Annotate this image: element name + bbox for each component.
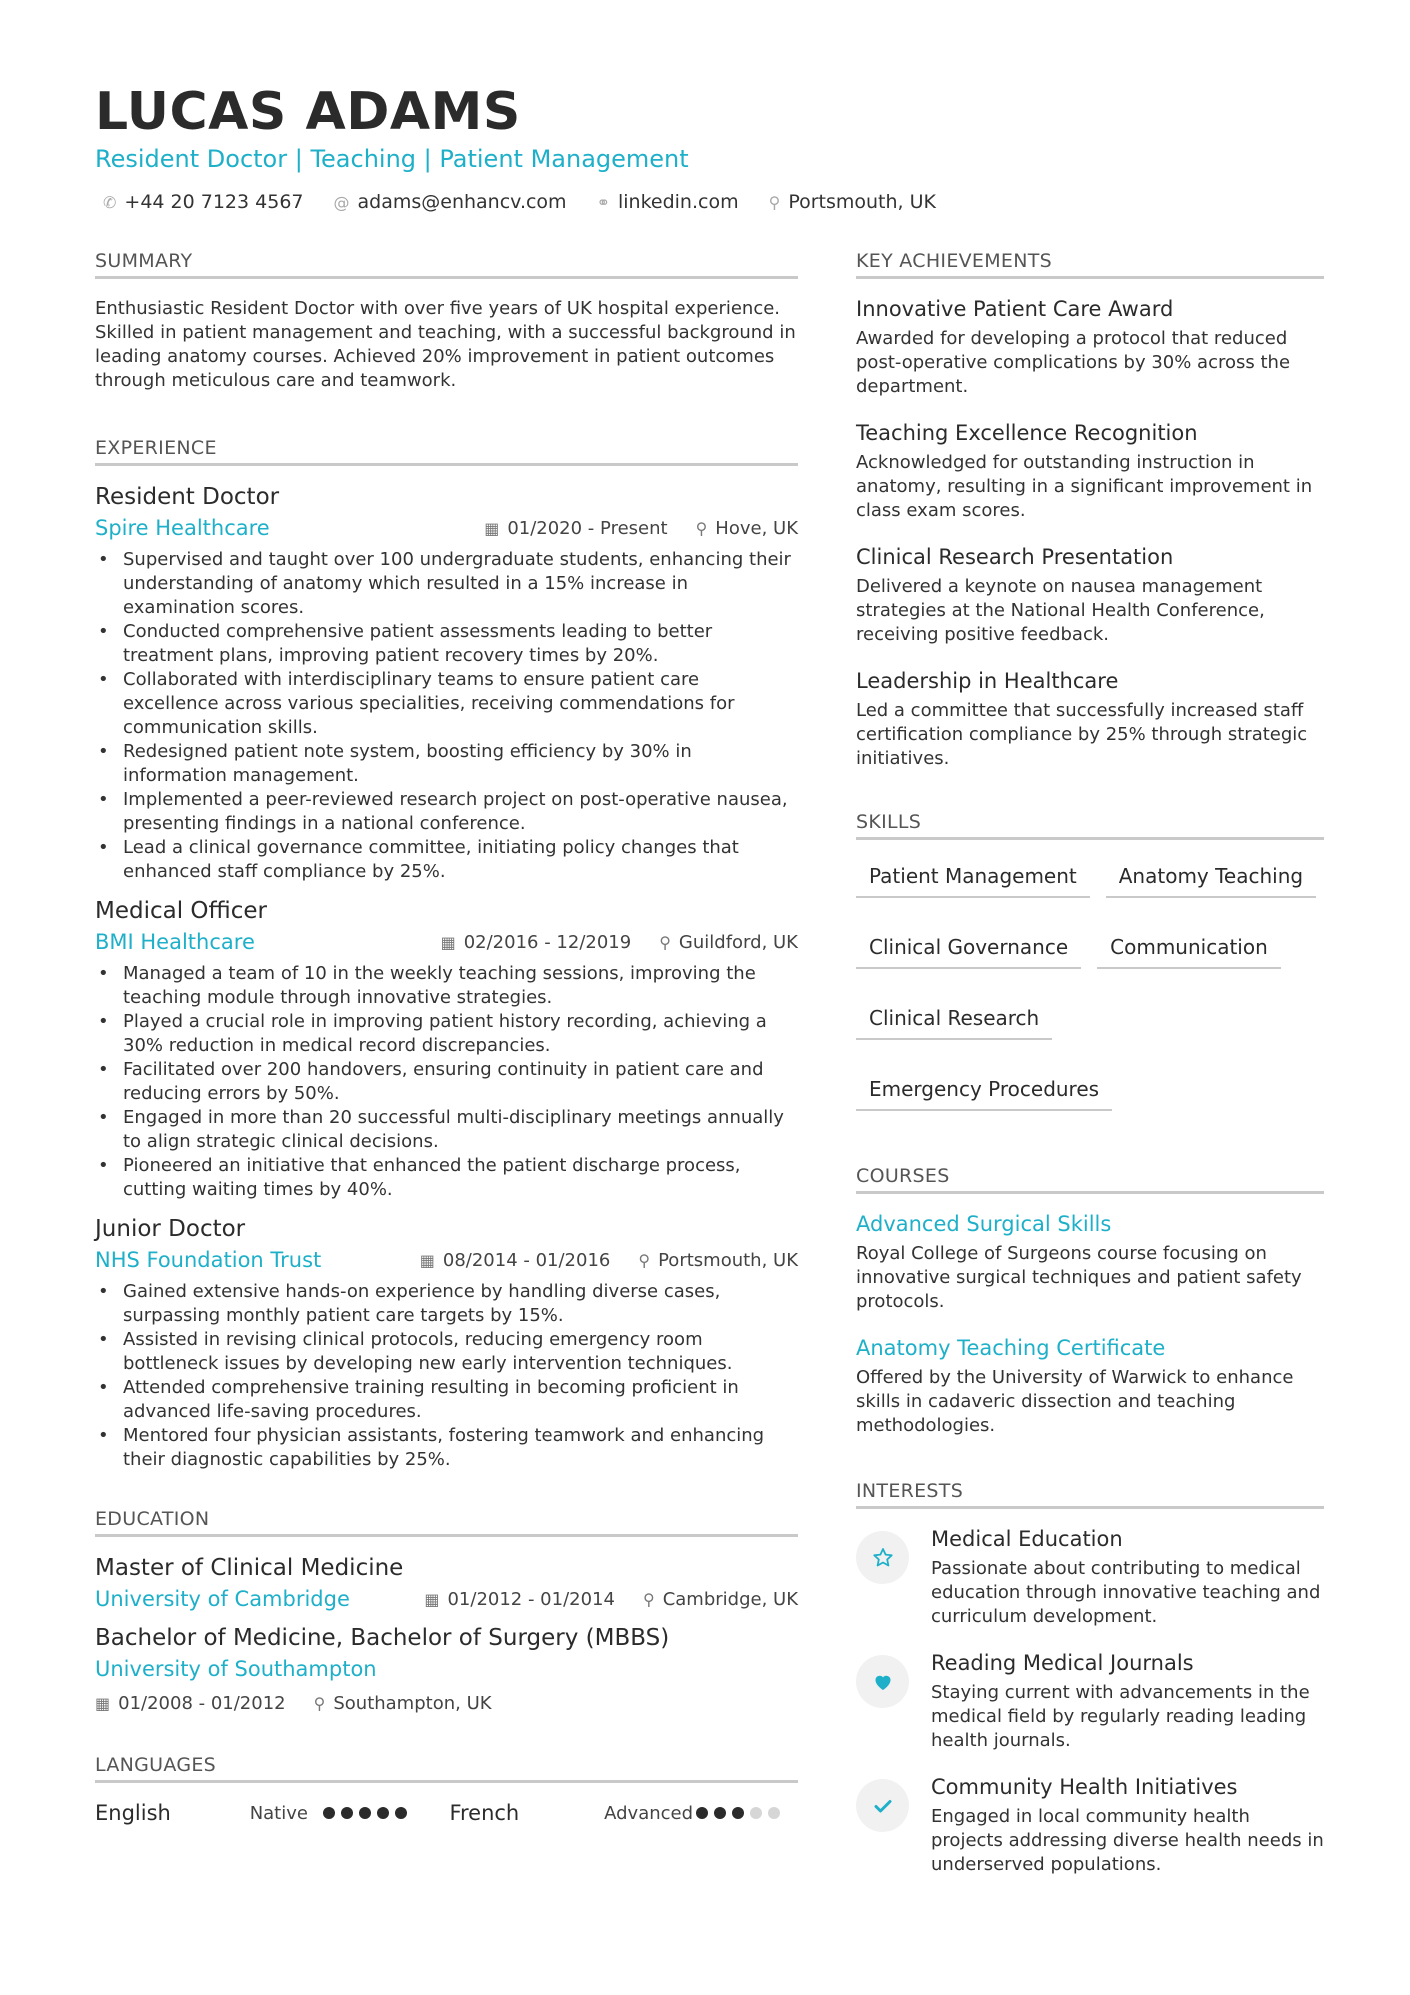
course-title: Anatomy Teaching Certificate xyxy=(856,1336,1166,1360)
interest-text: Passionate about contributing to medical education through innovative teaching and curriculum development. xyxy=(931,1558,1321,1627)
heart-icon xyxy=(856,1655,909,1708)
language-level: Advanced xyxy=(604,1802,694,1824)
location-icon: ⚲ xyxy=(638,1250,651,1270)
bullet-item: • Lead a clinical governance committee, initiating policy changes that enhanced staff compliance by 25%. xyxy=(95,836,798,884)
rating-dot xyxy=(714,1807,726,1819)
education-dates xyxy=(424,1589,615,1610)
rating-dot xyxy=(323,1807,335,1819)
section-title: INTERESTS xyxy=(856,1480,1324,1509)
section-title: SKILLS xyxy=(856,811,1324,840)
bullet-item: • Mentored four physician assistants, fostering teamwork and enhancing their diagnostic capabilities by 25%. xyxy=(95,1424,798,1472)
candidate-tagline: Resident Doctor | Teaching | Patient Management xyxy=(95,145,689,173)
skill-tag: Patient Management xyxy=(856,858,1090,898)
interests-list xyxy=(856,1527,1324,1877)
job-meta xyxy=(441,932,798,953)
calendar-icon: ▦ xyxy=(440,932,456,952)
job-title: Resident Doctor xyxy=(95,484,280,510)
right-column xyxy=(856,250,1324,1921)
language-name: English xyxy=(95,1801,171,1825)
section-title: EXPERIENCE xyxy=(95,437,798,466)
section-title: SUMMARY xyxy=(95,250,798,279)
interest-item xyxy=(856,1527,1324,1629)
contact-text: Portsmouth, UK xyxy=(788,191,936,213)
interest-body xyxy=(931,1527,1324,1629)
education-meta xyxy=(424,1589,798,1610)
interest-item xyxy=(856,1775,1324,1877)
achievement-text: Awarded for developing a protocol that reduced post-operative complications by 30% across the department. xyxy=(856,328,1291,397)
course-item xyxy=(856,1212,1324,1314)
location-text: Cambridge, UK xyxy=(662,1588,798,1610)
course-text: Offered by the University of Warwick to enhance skills in cadaveric dissection and teaching methodologies. xyxy=(856,1367,1294,1436)
education-section xyxy=(95,1508,798,1714)
candidate-name: LUCAS ADAMS xyxy=(95,82,521,142)
job-meta-row xyxy=(95,930,798,954)
education-item xyxy=(95,1555,798,1611)
rating-dot xyxy=(732,1807,744,1819)
degree-title: Master of Clinical Medicine xyxy=(95,1555,404,1581)
bullet-item: • Engaged in more than 20 successful multi-disciplinary meetings annually to align strategic clinical decisions. xyxy=(95,1106,798,1154)
bullet-item: • Attended comprehensive training resulting in becoming proficient in advanced life-saving procedures. xyxy=(95,1376,798,1424)
bullet-item: • Gained extensive hands-on experience by handling diverse cases, surpassing monthly patient care targets by 15%. xyxy=(95,1280,798,1328)
experience-list xyxy=(95,484,798,1472)
calendar-icon: ▦ xyxy=(424,1589,440,1609)
skill-tag: Clinical Research xyxy=(856,1000,1052,1040)
bullet-item: • Implemented a peer-reviewed research project on post-operative nausea, presenting findings in a national conference. xyxy=(95,788,798,836)
date-text: 01/2020 - Present xyxy=(507,517,668,539)
bullet-item: • Assisted in revising clinical protocols, reducing emergency room bottleneck issues by developing new early intervention techniques. xyxy=(95,1328,798,1376)
company-name: Spire Healthcare xyxy=(95,516,270,540)
achievements-section xyxy=(856,250,1324,771)
location-icon: ⚲ xyxy=(768,192,781,212)
contact-item xyxy=(103,191,304,213)
date-text: 01/2008 - 01/2012 xyxy=(118,1693,286,1714)
contact-text: +44 20 7123 4567 xyxy=(124,191,304,213)
courses-list xyxy=(856,1212,1324,1438)
date-text: 08/2014 - 01/2016 xyxy=(442,1249,611,1271)
bullet-item: • Facilitated over 200 handovers, ensuring continuity in patient care and reducing errors by 50%. xyxy=(95,1058,798,1106)
course-title: Advanced Surgical Skills xyxy=(856,1212,1112,1236)
location-text: Portsmouth, UK xyxy=(658,1249,798,1271)
education-location xyxy=(314,1693,492,1714)
bullet-item: • Redesigned patient note system, boosting efficiency by 30% in information management. xyxy=(95,740,798,788)
bullet-item: • Pioneered an initiative that enhanced the patient discharge process, cutting waiting times by 40%. xyxy=(95,1154,798,1202)
section-title: LANGUAGES xyxy=(95,1754,798,1783)
bullet-item: • Managed a team of 10 in the weekly teaching sessions, improving the teaching module through innovative strategies. xyxy=(95,962,798,1010)
job-dates xyxy=(484,518,667,539)
calendar-icon: ▦ xyxy=(419,1250,435,1270)
languages-list xyxy=(95,1801,798,1825)
check-icon xyxy=(856,1779,909,1832)
interest-body xyxy=(931,1651,1324,1753)
left-column xyxy=(95,250,798,1869)
calendar-icon: ▦ xyxy=(95,1694,111,1713)
achievement-text: Delivered a keynote on nausea management strategies at the National Health Conference, receiving positive feedback. xyxy=(856,576,1265,645)
rating-dot xyxy=(341,1807,353,1819)
rating-dot xyxy=(696,1807,708,1819)
location-text: Guildford, UK xyxy=(678,931,798,953)
job-title: Medical Officer xyxy=(95,898,268,924)
course-text: Royal College of Surgeons course focusing on innovative surgical techniques and patient safety protocols. xyxy=(856,1243,1302,1312)
contact-item[interactable] xyxy=(334,191,567,213)
location-text: Hove, UK xyxy=(715,517,798,539)
courses-section xyxy=(856,1165,1324,1438)
achievement-item xyxy=(856,421,1324,523)
company-name: NHS Foundation Trust xyxy=(95,1248,322,1272)
interest-text: Staying current with advancements in the medical field by regularly reading leading health journals. xyxy=(931,1682,1310,1751)
job-location xyxy=(696,518,798,539)
rating-dot xyxy=(377,1807,389,1819)
link-icon: ⚭ xyxy=(596,192,610,212)
achievement-title: Innovative Patient Care Award xyxy=(856,297,1174,321)
language-name: French xyxy=(449,1801,520,1825)
location-icon: ⚲ xyxy=(642,1589,655,1609)
achievements-list xyxy=(856,297,1324,771)
job-meta-row xyxy=(95,516,798,540)
rating-dot xyxy=(359,1807,371,1819)
languages-section xyxy=(95,1754,798,1825)
language-rating xyxy=(323,1807,450,1819)
date-text: 01/2012 - 01/2014 xyxy=(447,1588,615,1610)
job-bullets xyxy=(95,548,798,884)
bullet-item: • Collaborated with interdisciplinary teams to ensure patient care excellence across various specialities, receiving commendations for communication skills. xyxy=(95,668,798,740)
education-meta xyxy=(95,1693,798,1714)
job-bullets xyxy=(95,1280,798,1472)
language-level: Native xyxy=(249,1802,308,1824)
bullet-item: • Conducted comprehensive patient assessments leading to better treatment plans, improving patient recovery times by 20%. xyxy=(95,620,798,668)
school-name: University of Southampton xyxy=(95,1657,377,1681)
company-name: BMI Healthcare xyxy=(95,930,255,954)
at-icon: @ xyxy=(333,192,350,212)
achievement-item xyxy=(856,545,1324,647)
interest-body xyxy=(931,1775,1324,1877)
job-title: Junior Doctor xyxy=(95,1216,246,1242)
contact-item xyxy=(769,191,936,213)
job-meta xyxy=(420,1250,798,1271)
skills-section xyxy=(856,811,1324,1111)
language-rating xyxy=(696,1807,798,1819)
education-meta-row xyxy=(95,1657,798,1681)
rating-dot xyxy=(768,1807,780,1819)
skill-tag: Communication xyxy=(1097,929,1281,969)
skill-tag: Emergency Procedures xyxy=(856,1071,1112,1111)
interest-item xyxy=(856,1651,1324,1753)
job-dates xyxy=(420,1250,611,1271)
interest-title: Reading Medical Journals xyxy=(931,1651,1194,1675)
education-meta-row xyxy=(95,1587,798,1611)
school-name: University of Cambridge xyxy=(95,1587,350,1611)
location-icon: ⚲ xyxy=(313,1694,326,1713)
achievement-text: Acknowledged for outstanding instruction in anatomy, resulting in a significant improvement in class exam scores. xyxy=(856,452,1313,521)
location-icon: ⚲ xyxy=(659,932,671,952)
experience-section xyxy=(95,437,798,1472)
skill-tag: Clinical Governance xyxy=(856,929,1081,969)
contact-text: adams@enhancv.com xyxy=(357,191,567,213)
skills-list xyxy=(856,858,1324,1111)
summary-section xyxy=(95,250,798,393)
achievement-title: Teaching Excellence Recognition xyxy=(856,421,1198,445)
location-text: Southampton, UK xyxy=(333,1693,492,1714)
rating-dot xyxy=(750,1807,762,1819)
achievement-item xyxy=(856,669,1324,771)
calendar-icon: ▦ xyxy=(484,518,500,538)
interest-title: Community Health Initiatives xyxy=(931,1775,1238,1799)
contact-item[interactable] xyxy=(597,191,739,213)
degree-title: Bachelor of Medicine, Bachelor of Surgery (MBBS) xyxy=(95,1625,670,1651)
experience-item xyxy=(95,898,798,1202)
experience-item xyxy=(95,484,798,884)
section-title: COURSES xyxy=(856,1165,1324,1194)
bullet-item: • Played a crucial role in improving patient history recording, achieving a 30% reduction in medical record discrepancies. xyxy=(95,1010,798,1058)
achievement-text: Led a committee that successfully increased staff certification compliance by 25% through strategic initiatives. xyxy=(856,700,1308,769)
job-location xyxy=(638,1250,798,1271)
interest-text: Engaged in local community health projects addressing diverse health needs in underserved populations. xyxy=(931,1806,1324,1875)
section-title: KEY ACHIEVEMENTS xyxy=(856,250,1324,279)
section-title: EDUCATION xyxy=(95,1508,798,1537)
education-location xyxy=(643,1589,798,1610)
skill-tag: Anatomy Teaching xyxy=(1106,858,1316,898)
location-icon: ⚲ xyxy=(695,518,708,538)
summary-text: Enthusiastic Resident Doctor with over five years of UK hospital experience. Skilled in patient management and teaching, with a successful background in leading anatomy courses. Achieved 20% improvement in patient outcomes through meticulous care and teamwork. xyxy=(95,298,796,391)
date-text: 02/2016 - 12/2019 xyxy=(463,931,632,953)
star-icon xyxy=(856,1531,909,1584)
job-meta-row xyxy=(95,1248,798,1272)
bullet-item: • Supervised and taught over 100 undergraduate students, enhancing their understanding of anatomy which resulted in a 15% increase in examination scores. xyxy=(95,548,798,620)
achievement-title: Leadership in Healthcare xyxy=(856,669,1119,693)
course-item xyxy=(856,1336,1324,1438)
rating-dot xyxy=(395,1807,407,1819)
contact-text: linkedin.com xyxy=(617,191,739,213)
job-meta xyxy=(484,518,798,539)
job-dates xyxy=(441,932,632,953)
experience-item xyxy=(95,1216,798,1472)
job-bullets xyxy=(95,962,798,1202)
education-dates xyxy=(95,1693,286,1714)
interests-section xyxy=(856,1480,1324,1877)
contact-bar xyxy=(103,191,936,213)
achievement-item xyxy=(856,297,1324,399)
phone-icon: ✆ xyxy=(103,192,117,212)
education-item xyxy=(95,1625,798,1714)
interest-title: Medical Education xyxy=(931,1527,1123,1551)
education-list xyxy=(95,1555,798,1714)
job-location xyxy=(659,932,798,953)
achievement-title: Clinical Research Presentation xyxy=(856,545,1174,569)
